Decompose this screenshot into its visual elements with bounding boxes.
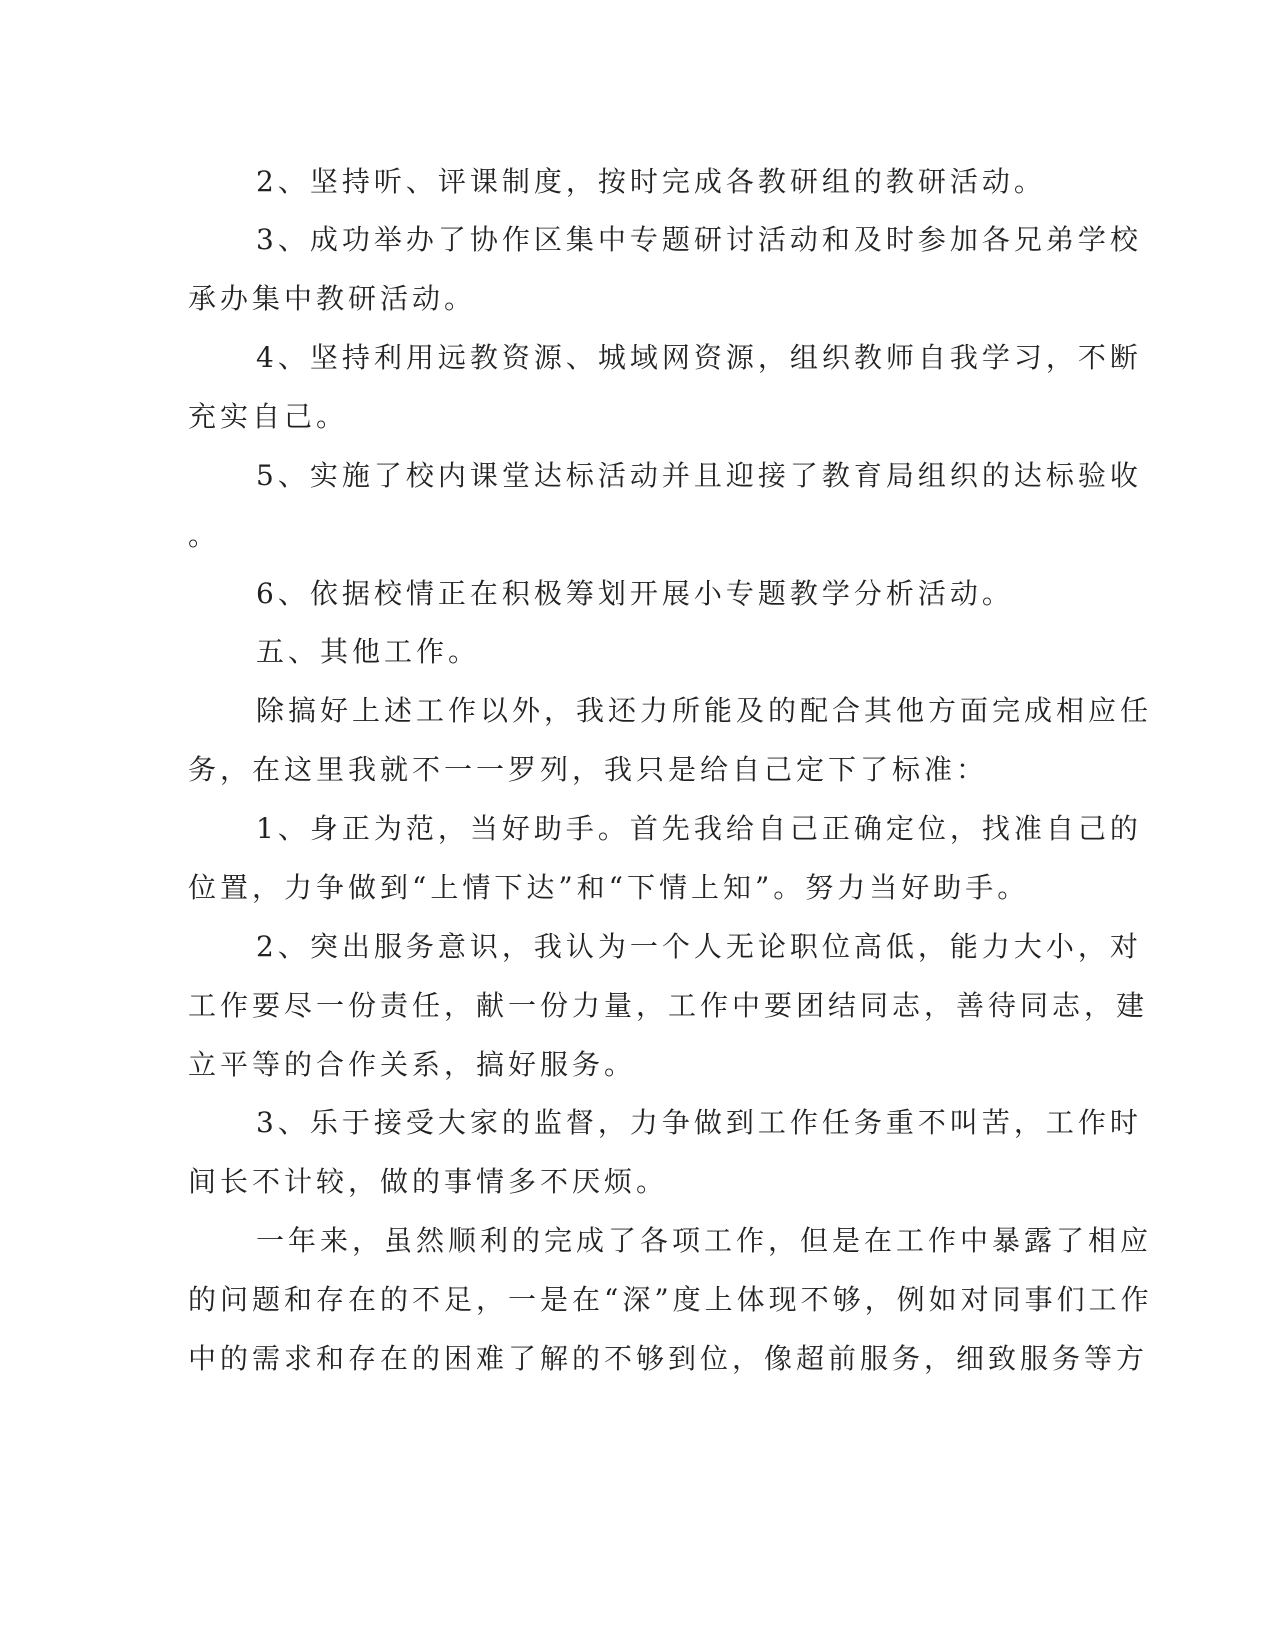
text-line: 务，在这里我就不一一罗列，我只是给自己定下了标准： (188, 753, 989, 786)
text-line: 2、突出服务意识，我认为一个人无论职位高低，能力大小，对 (256, 930, 1142, 963)
text-line: 3、乐于接受大家的监督，力争做到工作任务重不叫苦，工作时 (256, 1106, 1142, 1139)
text-line: 2、坚持听、评课制度，按时完成各教研组的教研活动。 (256, 165, 1046, 198)
text-line: 承办集中教研活动。 (188, 282, 477, 315)
text-line: 除搞好上述工作以外，我还力所能及的配合其他方面完成相应任 (256, 694, 1153, 727)
text-line: 充实自己。 (188, 400, 349, 433)
text-line: 5、实施了校内课堂达标活动并且迎接了教育局组织的达标验收 (256, 459, 1142, 492)
text-line: 位置，力争做到“上情下达”和“下情上知”。努力当好助手。 (188, 871, 1030, 904)
text-line: 的问题和存在的不足，一是在“深”度上体现不够，例如对同事们工作 (188, 1283, 1153, 1316)
text-line: 。 (188, 519, 221, 552)
text-line: 3、成功举办了协作区集中专题研讨活动和及时参加各兄弟学校 (256, 223, 1142, 256)
text-line: 五、其他工作。 (256, 635, 481, 668)
text-line: 间长不计较，做的事情多不厌烦。 (188, 1165, 669, 1198)
text-line: 立平等的合作关系，搞好服务。 (188, 1048, 637, 1081)
text-line: 工作要尽一份责任，献一份力量，工作中要团结同志，善待同志，建 (188, 989, 1149, 1022)
text-line: 中的需求和存在的困难了解的不够到位，像超前服务，细致服务等方 (188, 1342, 1149, 1375)
text-line: 4、坚持利用远教资源、城域网资源，组织教师自我学习，不断 (256, 341, 1142, 374)
text-line: 一年来，虽然顺利的完成了各项工作，但是在工作中暴露了相应 (256, 1224, 1153, 1257)
text-line: 6、依据校情正在积极筹划开展小专题教学分析活动。 (256, 577, 1014, 610)
text-line: 1、身正为范，当好助手。首先我给自己正确定位，找准自己的 (256, 812, 1142, 845)
